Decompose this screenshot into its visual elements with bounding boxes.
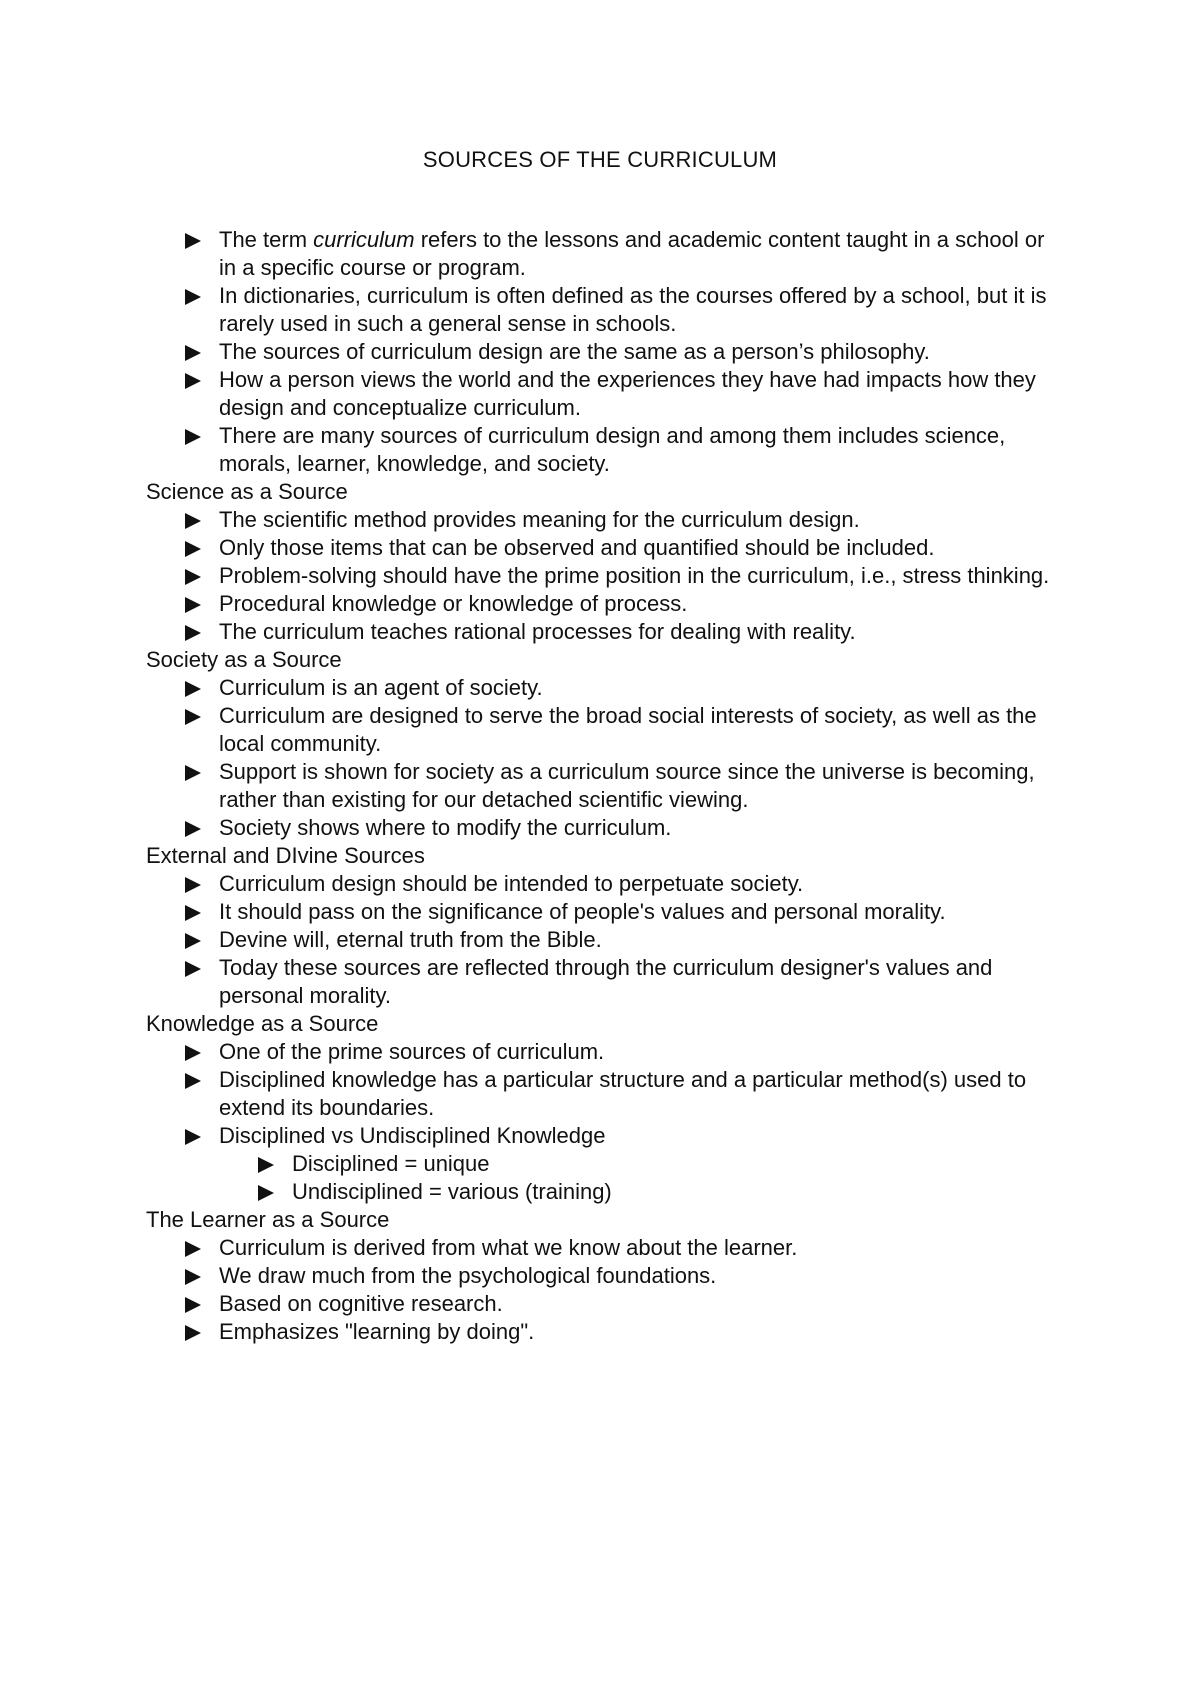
list-item-text: Curriculum is derived from what we know about the learner. [219, 1235, 798, 1260]
list-item-text: The curriculum teaches rational processes for dealing with reality. [219, 619, 856, 644]
list-item [219, 618, 1066, 646]
arrow-bullet-icon [185, 429, 201, 445]
list-item-text: Only those items that can be observed and quantified should be included. [219, 535, 935, 560]
arrow-bullet-icon [185, 961, 201, 977]
list-item [219, 702, 1066, 758]
list-item [219, 338, 1066, 366]
arrow-bullet-icon [185, 233, 201, 249]
arrow-bullet-icon [185, 541, 201, 557]
arrow-bullet-icon [258, 1185, 274, 1201]
document-title: SOURCES OF THE CURRICULUM [422, 147, 778, 172]
arrow-bullet-icon [185, 1297, 201, 1313]
list-item [219, 1318, 1066, 1346]
section-heading: The Learner as a Source [146, 1207, 390, 1232]
intro-list [146, 226, 1066, 478]
list-item-text [219, 227, 1044, 280]
list-item-text: One of the prime sources of curriculum. [219, 1039, 605, 1064]
arrow-bullet-icon [185, 373, 201, 389]
list-item-text: In dictionaries, curriculum is often defined as the courses offered by a school, but it is rarely used in such a general sense in schools. [219, 283, 1047, 336]
arrow-bullet-icon [185, 289, 201, 305]
list-item-text: Devine will, eternal truth from the Bible. [219, 927, 602, 952]
list-item-text: Disciplined knowledge has a particular structure and a particular method(s) used to extend its boundaries. [219, 1067, 1027, 1120]
arrow-bullet-icon [185, 513, 201, 529]
list-item-text: Curriculum design should be intended to perpetuate society. [219, 871, 804, 896]
list-item-text: Support is shown for society as a curriculum source since the universe is becoming, rather than existing for our detached scientific viewing. [219, 759, 1035, 812]
list-item-text: Problem-solving should have the prime position in the curriculum, i.e., stress thinking. [219, 563, 1050, 588]
list-item [219, 1234, 1066, 1262]
list-item-text: Curriculum are designed to serve the broad social interests of society, as well as the local community. [219, 703, 1037, 756]
arrow-bullet-icon [185, 1269, 201, 1285]
section [146, 842, 1066, 1010]
list-item-text: We draw much from the psychological foundations. [219, 1263, 717, 1288]
list-item-text: The scientific method provides meaning for the curriculum design. [219, 507, 860, 532]
list-item [219, 898, 1066, 926]
arrow-bullet-icon [185, 625, 201, 641]
list-item-text: It should pass on the significance of people's values and personal morality. [219, 899, 946, 924]
arrow-bullet-icon [185, 933, 201, 949]
sections-container [146, 478, 1066, 1346]
list-item-text: How a person views the world and the experiences they have had impacts how they design and conceptualize curriculum. [219, 367, 1036, 420]
list-item [219, 1122, 1066, 1206]
list-item [219, 562, 1066, 590]
list-item [219, 954, 1066, 1010]
list-item [292, 1150, 1066, 1178]
list-item [219, 926, 1066, 954]
section-heading: Knowledge as a Source [146, 1011, 379, 1036]
section [146, 1010, 1066, 1206]
list-item [219, 226, 1066, 282]
bullet-list [146, 674, 1066, 842]
section [146, 1206, 1066, 1346]
arrow-bullet-icon [185, 709, 201, 725]
list-item [219, 506, 1066, 534]
list-item [219, 590, 1066, 618]
arrow-bullet-icon [185, 569, 201, 585]
list-item-text: Procedural knowledge or knowledge of process. [219, 591, 688, 616]
arrow-bullet-icon [185, 1325, 201, 1341]
list-item [219, 1066, 1066, 1122]
arrow-bullet-icon [185, 905, 201, 921]
list-item [292, 1178, 1066, 1206]
list-item [219, 674, 1066, 702]
arrow-bullet-icon [185, 1073, 201, 1089]
list-item [219, 282, 1066, 338]
bullet-list [219, 1150, 1066, 1206]
arrow-bullet-icon [185, 1045, 201, 1061]
arrow-bullet-icon [185, 877, 201, 893]
list-item-text: Emphasizes "learning by doing". [219, 1319, 535, 1344]
document-body [146, 226, 1066, 1346]
emphasized-term: curriculum [313, 227, 415, 252]
arrow-bullet-icon [185, 681, 201, 697]
arrow-bullet-icon [185, 345, 201, 361]
list-item-text: Undisciplined = various (training) [292, 1179, 612, 1204]
text-run: The term [219, 227, 314, 252]
bullet-list [146, 1234, 1066, 1346]
arrow-bullet-icon [185, 1241, 201, 1257]
arrow-bullet-icon [185, 821, 201, 837]
list-item [219, 534, 1066, 562]
list-item [219, 758, 1066, 814]
list-item-text: The sources of curriculum design are the same as a person’s philosophy. [219, 339, 930, 364]
section [146, 478, 1066, 646]
section-heading: Science as a Source [146, 479, 348, 504]
bullet-list [146, 1038, 1066, 1206]
list-item-text: Society shows where to modify the curriculum. [219, 815, 672, 840]
bullet-list [146, 870, 1066, 1010]
list-item [219, 814, 1066, 842]
arrow-bullet-icon [185, 1129, 201, 1145]
section-heading: External and DIvine Sources [146, 843, 425, 868]
arrow-bullet-icon [185, 765, 201, 781]
list-item-text: Based on cognitive research. [219, 1291, 503, 1316]
list-item-text: Curriculum is an agent of society. [219, 675, 543, 700]
section [146, 646, 1066, 842]
list-item [219, 1290, 1066, 1318]
list-item [219, 1262, 1066, 1290]
list-item [219, 870, 1066, 898]
list-item [219, 422, 1066, 478]
list-item [219, 1038, 1066, 1066]
list-item [219, 366, 1066, 422]
section-heading: Society as a Source [146, 647, 342, 672]
list-item-text: There are many sources of curriculum design and among them includes science, morals, learner, knowledge, and society. [219, 423, 1006, 476]
bullet-list [146, 506, 1066, 646]
list-item-text: Disciplined = unique [292, 1151, 490, 1176]
text-run: refers to the lessons and academic content taught in a school or in a specific course or program. [219, 227, 1045, 280]
arrow-bullet-icon [185, 597, 201, 613]
list-item-text: Today these sources are reflected through the curriculum designer's values and personal morality. [219, 955, 993, 1008]
arrow-bullet-icon [258, 1157, 274, 1173]
list-item-text: Disciplined vs Undisciplined Knowledge [219, 1123, 606, 1148]
